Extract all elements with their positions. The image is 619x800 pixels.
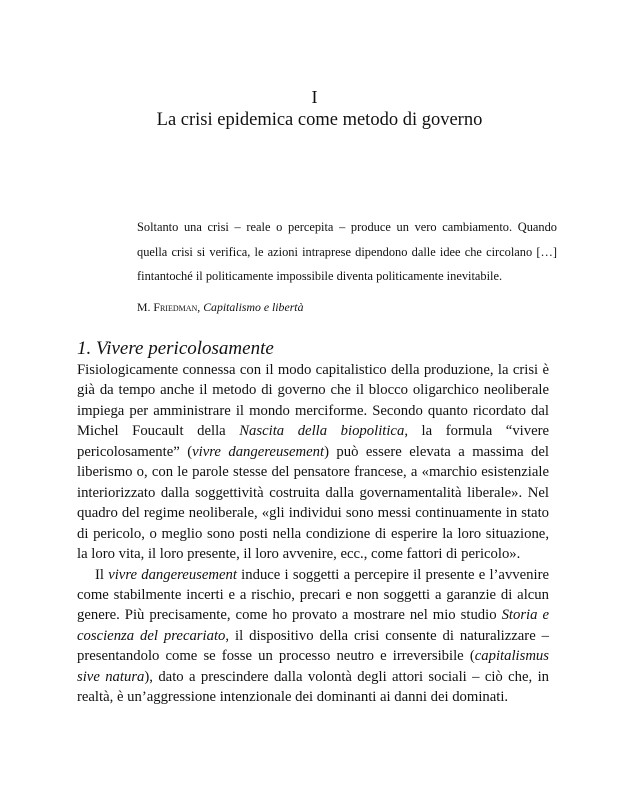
text-run: ) può essere elevata a massima del liberismo o, con le parole stesse del pensatore francese, a «marchio esistenziale interiorizzato dalla soggettività costruita dalla governamentalità liberale». Nel quadro del regime neoliberale, «gli individui sono messi continuamente in stato di pericolo, o meglio sono posti nella condizione di esperire la loro situazione, la loro vita, il loro presente, il loro avvenire, ecc., come fattori di pericolo». (77, 443, 549, 563)
text-run: Il (95, 566, 109, 583)
chapter-number: I (311, 87, 318, 107)
body-text (77, 360, 549, 708)
section-heading: 1. Vivere pericolosamente (77, 338, 274, 359)
italic-phrase: capitalismus sive natura (77, 648, 549, 685)
text-run: , il dispositivo della crisi consente di naturalizzare – presentandolo come se fosse un processo neutro e irreversibile ( (77, 627, 549, 665)
epigraph-quote: Soltanto una crisi – reale o percepita – produce un vero cambiamento. Quando quella crisi si verifica, le azioni intraprese dipendono dalle idee che circolano […] fintantoché il politicamente impossibile diventa politicamente inevitabile. (137, 220, 557, 283)
italic-title: Nascita della biopolitica (239, 423, 405, 440)
text-run: Fisiologicamente connessa con il modo capitalistico della produzione, la crisi è già da tempo anche il metodo di governo che il blocco oligarchico neoliberale impiega per amministrare il mondo merciforme. Secondo quanto ricordato dal Michel Foucault della (77, 362, 549, 440)
paragraph (77, 360, 549, 565)
italic-phrase: vivre dangereusement (192, 443, 325, 460)
chapter-title: La crisi epidemica come metodo di governo (156, 110, 483, 130)
epigraph-author: M. Friedman (137, 299, 198, 314)
epigraph-separator: , (197, 299, 204, 314)
epigraph-attribution (137, 295, 557, 320)
italic-title: Storia e coscienza del precariato (77, 607, 549, 644)
text-run: ), dato a prescindere dalla volontà degli attori sociali – ciò che, in realtà, è un’aggressione intenzionale dei dominanti ai danni dei dominati. (77, 668, 549, 706)
epigraph-source: Capitalismo e libertà (203, 299, 304, 314)
text-run: induce i soggetti a percepire il presente e l’avvenire come stabilmente incerti e a rischio, precari e non soggetti a garanzie di alcun genere. Più precisamente, come ho provato a mostrare nel mio studio (77, 566, 549, 624)
paragraph (77, 565, 549, 708)
text-run: , la formula “vivere pericolosamente” ( (77, 423, 550, 460)
epigraph (137, 215, 557, 319)
italic-phrase: vivre dangereusement (108, 566, 237, 583)
